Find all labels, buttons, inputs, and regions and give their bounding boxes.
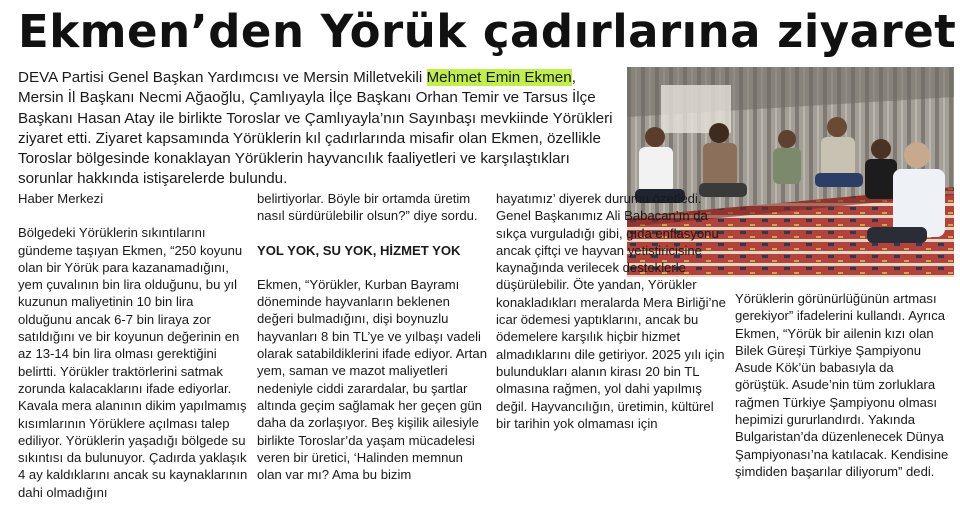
subheading: YOL YOK, SU YOK, HİZMET YOK	[257, 242, 461, 258]
lead-text-after: , Mersin İl Başkanı Necmi Ağaoğlu, Çamlıyayla İlçe Başkanı Orhan Temir ve Tarsus İlçe Başkanı Hasan Atay ile birlikte Toroslar ve Çamlıyayla’nın Sayınbaşı mevkiinde Yörükleri ziyaret etti. Ziyaret kapsamında Yörüklerin kıl çadırlarında misafir olan Ekmen, özellikle Toroslar bölgesinde konaklayan Yörüklerin hayvancılık faaliyetleri ve karşılaştıkları sorunlar hakkında istişarelerde bulundu.	[18, 69, 613, 188]
headline: Ekmen’den Yörük çadırlarına ziyaret	[18, 5, 957, 58]
column-1	[18, 190, 250, 501]
column-3	[496, 190, 728, 432]
highlighted-name: Mehmet Emin Ekmen	[426, 69, 572, 86]
column-2	[257, 190, 489, 483]
body-paragraph: Bölgedeki Yörüklerin sıkıntılarını gündeme taşıyan Ekmen, “250 koyunu olan bir Yörük para kazanamadığını, yem çuvalının bin lira olduğunu, bu yıl kuzunun maliyetinin 10 bin lira olduğunu ancak 6-7 bin liraya zor satıldığını ve bir koyunun değerinin en az 13-14 bin lira olması gerektiğini belirtti. Yörükler traktörlerini satmak zorunda kalacaklarını ifade ediyorlar. Kavala mera alanının dikim yapılmamış kısımlarının Yörüklere açılması talep ediliyor. Yörüklerin yaşadığı bölgede su sıkıntısı da bulunuyor. Çadırda yaklaşık 4 ay kaldıklarını ancak su kaynaklarının dahi olmadığını	[18, 225, 248, 500]
body-paragraph: Yörüklerin görünürlüğünün artması gerekiyor” ifadelerini kullandı. Ayrıca Ekmen, “Yörük bir ailenin kızı olan Bilek Güreşi Türkiye Şampiyonu Asude Kök’ün babasıyla da görüştük. Asude’nin tüm zorluklara rağmen Türkiye Şampiyonu olması hepimizi gururlandırdı. Yakında Bulgaristan’da düzenlenecek Dünya Şampiyonası’na katılacak. Kendisine şimdiden başarılar diliyorum” dedi.	[735, 291, 949, 479]
body-paragraph: belirtiyorlar. Böyle bir ortamda üretim nasıl sürdürülebilir olsun?” diye sordu.	[257, 191, 478, 224]
body-paragraph: Ekmen, “Yörükler, Kurban Bayramı döneminde hayvanların beklenen değeri bulmadığını, dişi boynuzlu hayvanları 8 bin TL’ye ve yılbaşı vadeli olarak satabildiklerini ifade ediyor. Artan yem, saman ve mazot maliyetleri nedeniyle ciddi zarardalar, bu şartlar altında geçim sağlamak her geçen gün daha da zorlaşıyor. Beş kişilik ailesiyle birlikte Toroslar’da yaşam mücadelesi veren bir üretici, ‘Halinden memnun olan var mı? Ama bu bizim	[257, 276, 487, 483]
byline: Haber Merkezi	[18, 191, 104, 206]
lead-paragraph	[18, 68, 620, 190]
lead-text-before: DEVA Partisi Genel Başkan Yardımcısı ve Mersin Milletvekili	[18, 69, 427, 86]
body-paragraph: hayatımız’ diyerek durumu özetledi. Genel Başkanımız Ali Babacan’ın da sıkça vurguladığı gibi, gıda enflasyonu ancak çiftçi ve hayvan yetiştiricisine kaynağında verilecek desteklerle düşürülebilir. Öte yandan, Yörükler konakladıkları meralarda Mera Birliği’ne icar ödemesi yaptıklarını, ancak bu ödemelere karşılık hiçbir hizmet almadıklarını dile getiriyor. 2025 yılı için bulundukları alanın kirası 20 bin TL olmasına rağmen, yol dahi yapılmış değil. Hayvancılığın, üretimin, kültürel bir tarihin yok olmaması için	[496, 191, 726, 431]
column-4	[735, 290, 950, 480]
